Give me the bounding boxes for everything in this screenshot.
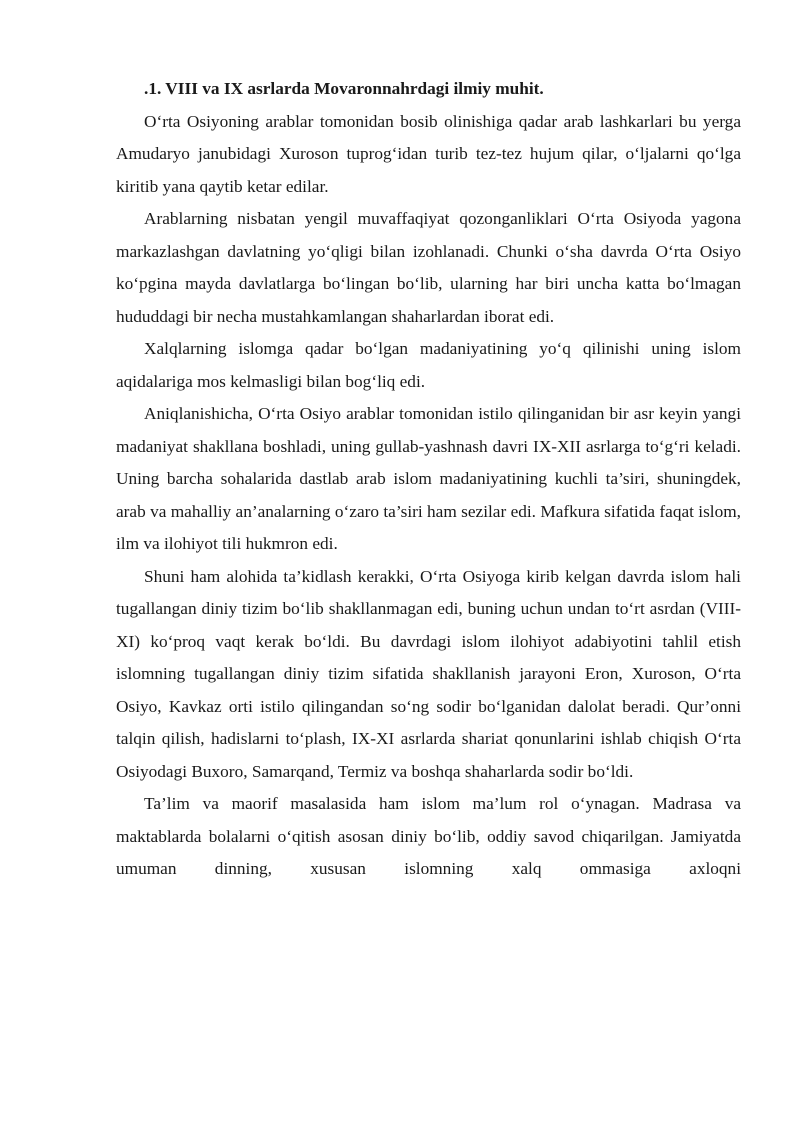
section-heading: .1. VIII va IX asrlarda Movaronnahrdagi ilmiy muhit. bbox=[144, 79, 544, 98]
paragraph-1: O‘rta Osiyoning arablar tomonidan bosib olinishiga qadar arab lashkarlari bu yerga Amudaryo janubidagi Xuroson tuprog‘idan turib tez-tez hujum qilar, o‘ljalarni qo‘lga kiritib yana qaytib ketar edilar. bbox=[116, 111, 741, 196]
document-body bbox=[116, 73, 741, 886]
paragraph-4: Aniqlanishicha, O‘rta Osiyo arablar tomonidan istilo qilinganidan bir asr keyin yangi madaniyat shakllana boshladi, uning gullab-yashnash davri IX-XII asrlarga to‘g‘ri keladi. Uning barcha sohalarida dastlab arab islom madaniyatining kuchli ta’siri, shuningdek, arab va mahalliy an’analarning o‘zaro ta’siri ham sezilar edi. Mafkura sifatida faqat islom, ilm va ilohiyot tili hukmron edi. bbox=[116, 404, 741, 553]
paragraph-6: Ta’lim va maorif masalasida ham islom ma’lum rol o‘ynagan. Madrasa va maktablarda bolalarni o‘qitish asosan diniy bo‘lib, oddiy savod chiqarilgan. Jamiyatda umuman dinning, xususan islomning xalq ommasiga axloqni bbox=[116, 794, 741, 878]
paragraph-2: Arablarning nisbatan yengil muvaffaqiyat qozonganliklari O‘rta Osiyoda yagona markazlashgan davlatning yo‘qligi bilan izohlanadi. Chunki o‘sha davrda O‘rta Osiyo ko‘pgina mayda davlatlarga bo‘lingan bo‘lib, ularning har biri uncha katta bo‘lmagan hududdagi bir necha mustahkamlangan shaharlardan iborat edi. bbox=[116, 209, 741, 326]
paragraph-5: Shuni ham alohida ta’kidlash kerakki, O‘rta Osiyoga kirib kelgan davrda islom hali tugallangan diniy tizim bo‘lib shakllanmagan edi, buning uchun undan to‘rt asrdan (VIII-XI) ko‘proq vaqt kerak bo‘ldi. Bu davrdagi islom ilohiyot adabiyotini tahlil etish islomning tugallangan diniy tizim sifatida shakllanish jarayoni Eron, Xuroson, O‘rta Osiyo, Kavkaz orti istilo qilingandan so‘ng sodir bo‘lganidan dalolat beradi. Qur’onni talqin qilish, hadislarni to‘plash, IX-XI asrlarda shariat qonunlarini ishlab chiqish O‘rta Osiyodagi Buxoro, Samarqand, Termiz va boshqa shaharlarda sodir bo‘ldi. bbox=[116, 566, 741, 781]
paragraph-3: Xalqlarning islomga qadar bo‘lgan madaniyatining yo‘q qilinishi uning islom aqidalariga mos kelmasligi bilan bog‘liq edi. bbox=[116, 339, 741, 391]
